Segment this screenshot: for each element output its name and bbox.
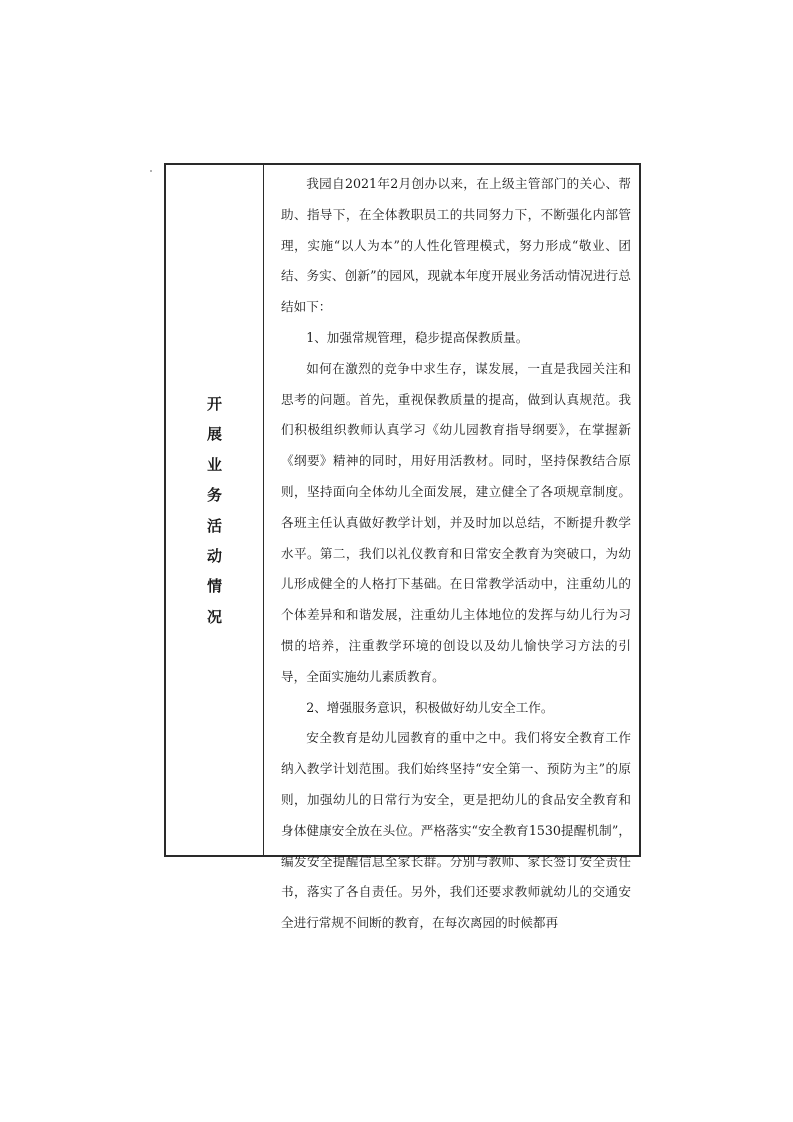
section-label-char: 活 xyxy=(206,516,222,535)
report-form-table xyxy=(164,163,641,931)
section-label-char: 情 xyxy=(206,577,222,596)
section-label-char: 务 xyxy=(206,486,222,505)
section-label-char: 业 xyxy=(206,455,222,474)
body-paragraph-2: 安全教育是幼儿园教育的重中之中。我们将安全教育工作纳入教学计划范围。我们始终坚持“安全第一、预防为主”的原则，加强幼儿的日常行为安全，更是把幼儿的食品安全教育和身体健康安全放在头位。严格落实“安全教育1530提醒机制”，编发安全提醒信息至家长群。分别与教师、家长签订安全责任书，落实了各自责任。另外，我们还要求教师就幼儿的交通安全进行常规不间断的教育，在每次离园的时候都再 xyxy=(281,730,631,931)
section-label xyxy=(166,397,263,640)
section-label-char: 动 xyxy=(206,546,222,565)
section-label-char: 况 xyxy=(206,607,222,626)
section-heading-2: 2、增强服务意识，积极做好幼儿安全工作。 xyxy=(306,699,554,715)
body-paragraph-1: 如何在激烈的竞争中求生存，谋发展，一直是我园关注和思考的问题。首先，重视保教质量的提高，做到认真规范。我们积极组织教师认真学习《幼儿园教育指导纲要》，在掌握新《纲要》精神的同时，用好用活教材。同时，坚持保教结合原则，坚持面向全体幼儿全面发展，建立健全了各项规章制度。各班主任认真做好教学计划，并及时加以总结，不断提升教学水平。第二，我们以礼仪教育和日常安全教育为突破口，为幼儿形成健全的人格打下基础。在日常教学活动中，注重幼儿的个体差异和和谐发展，注重幼儿主体地位的发挥与幼儿行为习惯的培养，注重教学环境的创设以及幼儿愉快学习方法的引导，全面实施幼儿素质教育。 xyxy=(281,360,631,684)
content-cell xyxy=(264,165,639,931)
scan-speck xyxy=(150,170,152,172)
section-label-char: 展 xyxy=(206,425,222,444)
section-heading-1: 1、加强常规管理，稳步提高保教质量。 xyxy=(306,329,529,345)
section-label-cell xyxy=(166,165,264,855)
intro-paragraph: 我园自2021年2月创办以来，在上级主管部门的关心、帮助、指导下，在全体教职员工的共同努力下，不断强化内部管理，实施“以人为本”的人性化管理模式，努力形成“敬业、团结、务实、创新”的园风，现就本年度开展业务活动情况进行总结如下： xyxy=(281,176,631,315)
section-label-char: 开 xyxy=(206,395,222,413)
